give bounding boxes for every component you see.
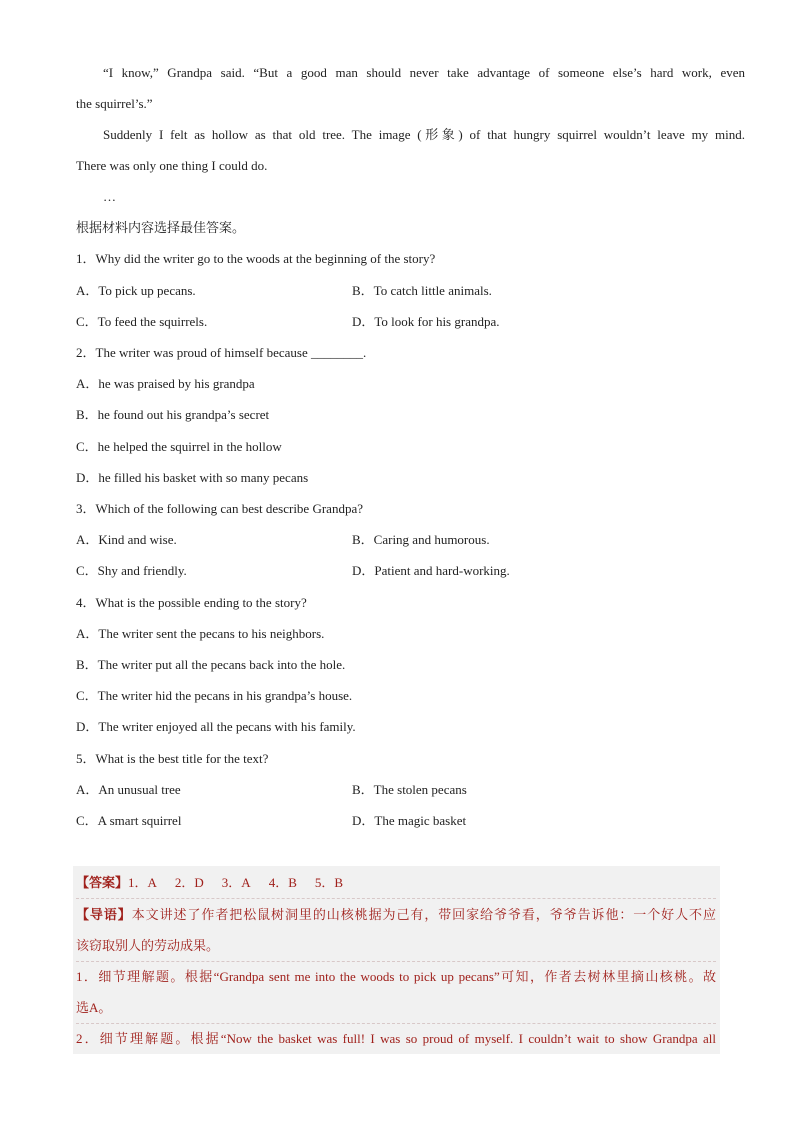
answer-item-2: 2．D <box>174 875 204 890</box>
question-5-option-b[interactable]: B．The stolen pecans <box>352 782 467 797</box>
question-4-stem: 4．What is the possible ending to the story? <box>76 595 307 610</box>
question-2-option-b[interactable]: B．he found out his grandpa’s secret <box>76 407 270 422</box>
question-5-option-c[interactable]: C．A smart squirrel <box>76 813 182 828</box>
answer-divider <box>76 898 716 899</box>
question-3-stem: 3．Which of the following can best describe Grandpa? <box>76 501 363 516</box>
answer-item-1: 1．A <box>128 875 157 890</box>
passage-p1-line2: the squirrel’s.” <box>76 96 153 111</box>
question-2-stem: 2．The writer was proud of himself because ________. <box>76 345 367 360</box>
question-3-option-c[interactable]: C．Shy and friendly. <box>76 563 187 578</box>
guide-text-1: 本文讲述了作者把松鼠树洞里的山核桃据为己有，带回家给爷爷看，爷爷告诉他：一个好人不应 <box>131 907 716 922</box>
question-2-option-c[interactable]: C．he helped the squirrel in the hollow <box>76 439 282 454</box>
question-3-option-b[interactable]: B．Caring and humorous. <box>352 532 490 547</box>
answer-item-3: 3．A <box>221 875 251 890</box>
answer-label: 【答案】 <box>76 875 129 890</box>
question-2-option-d[interactable]: D．he filled his basket with so many pecans <box>76 470 309 485</box>
passage-p2-line2: There was only one thing I could do. <box>76 158 268 173</box>
passage-p1-line1: “I know,” Grandpa said. “But a good man should never take advantage of someone else’s hard work, even <box>103 65 745 80</box>
explanation-divider <box>76 1023 716 1024</box>
explanation-1-line-2: 选A。 <box>76 1000 112 1015</box>
question-5-stem: 5．What is the best title for the text? <box>76 751 269 766</box>
instruction-text: 根据材料内容选择最佳答案。 <box>76 220 246 235</box>
question-5-option-d[interactable]: D．The magic basket <box>352 813 467 828</box>
question-5-option-a[interactable]: A．An unusual tree <box>76 782 181 797</box>
question-4-option-d[interactable]: D．The writer enjoyed all the pecans with his family. <box>76 719 356 734</box>
explanation-2-line-1: 2．细节理解题。根据“Now the basket was full! I was so proud of myself. I couldn’t wait to show Grandpa all <box>76 1031 716 1046</box>
question-1-option-b[interactable]: B．To catch little animals. <box>352 283 492 298</box>
question-1-option-d[interactable]: D．To look for his grandpa. <box>352 314 500 329</box>
guide-line-1 <box>76 906 716 924</box>
passage-p2-line1: Suddenly I felt as hollow as that old tree. The image (形象) of that hungry squirrel wouldn’t leave my mind. <box>103 127 745 142</box>
question-2-option-a[interactable]: A．he was praised by his grandpa <box>76 376 255 391</box>
passage-ellipsis: … <box>103 189 116 204</box>
answer-item-5: 5．B <box>314 875 344 890</box>
explanation-1-line-1: 1．细节理解题。根据“Grandpa sent me into the woods to pick up pecans”可知，作者去树林里摘山核桃。故 <box>76 969 716 984</box>
question-1-option-c[interactable]: C．To feed the squirrels. <box>76 314 208 329</box>
question-4-option-a[interactable]: A．The writer sent the pecans to his neighbors. <box>76 626 325 641</box>
question-1-stem: 1．Why did the writer go to the woods at the beginning of the story? <box>76 251 436 266</box>
guide-label: 【导语】 <box>76 907 132 922</box>
answer-key-line <box>76 874 343 892</box>
answer-explanation-box <box>73 866 720 1054</box>
question-3-option-d[interactable]: D．Patient and hard-working. <box>352 563 510 578</box>
question-1-option-a[interactable]: A．To pick up pecans. <box>76 283 196 298</box>
guide-line-2: 该窃取别人的劳动成果。 <box>76 938 220 953</box>
question-4-option-b[interactable]: B．The writer put all the pecans back into the hole. <box>76 657 346 672</box>
question-4-option-c[interactable]: C．The writer hid the pecans in his grandpa’s house. <box>76 688 353 703</box>
question-3-option-a[interactable]: A．Kind and wise. <box>76 532 177 547</box>
answer-item-4: 4．B <box>268 875 297 890</box>
guide-divider <box>76 961 716 962</box>
